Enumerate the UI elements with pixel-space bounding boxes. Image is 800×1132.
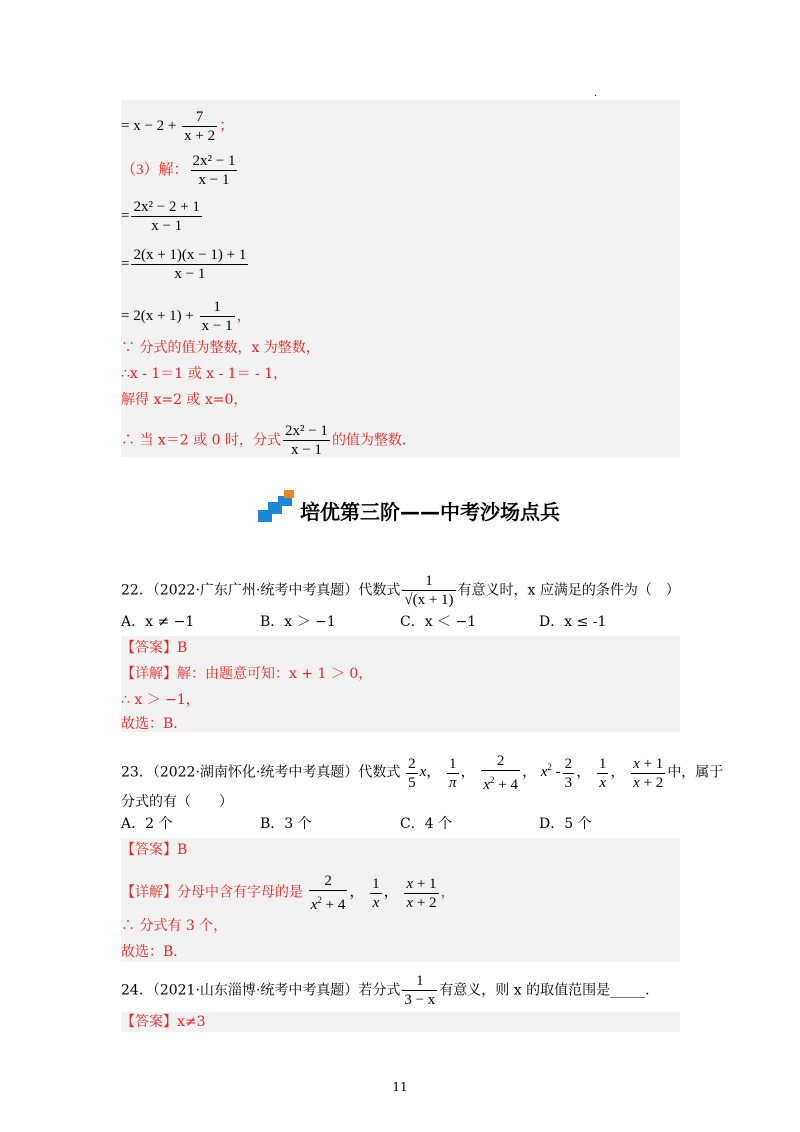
q23-choose: 故选：B． — [121, 944, 188, 960]
q23-answer: 【答案】B — [121, 842, 188, 858]
q23-option-a: A．2 个 — [121, 816, 173, 832]
q22-answer-shade — [121, 636, 680, 732]
q22-option-c: C．x ＜ −1 — [400, 614, 477, 630]
q22-option-b: B．x ＞ −1 — [260, 614, 336, 630]
q24-stem: 24．（2021·山东淄博·统考中考真题）若分式 $\frac{1}{3 - x}$ 有意义，则 x 的取值范围是_____． — [121, 973, 660, 1008]
q22-therefore: ∴ x ＞ −1， — [121, 692, 200, 708]
step3-line: = 2(x + 1) + $\frac{1}{x - 1}$ ， — [121, 299, 252, 334]
therefore-line: ∴x - 1＝1 或 x - 1＝ - 1， — [121, 366, 288, 382]
solve-line: 解得 x=2 或 x=0， — [121, 392, 248, 408]
prev-line1: = x − 2 + $\frac{7}{x + 2}$ ； — [121, 109, 235, 144]
part3-line: （3）解： $\frac{\text{2x² − 1}}{x - 1}$ — [121, 153, 236, 188]
q24-answer: 【答案】x≠3 — [121, 1014, 206, 1030]
q22-stem: 22．（2022·广东广州·统考中考真题）代数式 $\frac{1}{√(x + 1)}$ 有意义时，x 应满足的条件为（ ） — [121, 573, 680, 608]
q23-therefore: ∴ 分式有 3 个， — [121, 918, 228, 934]
q23-option-c: C．4 个 — [400, 816, 453, 832]
q22-detail: 【详解】解：由题意可知：x + 1 ＞ 0， — [121, 666, 373, 682]
header-mark: . — [594, 88, 598, 99]
q22-option-d: D．x ≤ -1 — [539, 614, 607, 630]
step1-line: = $\frac{\text{2x² − 2 + 1}}{x - 1}$ — [121, 199, 200, 234]
q22-option-a: A．x ≠ −1 — [121, 614, 195, 630]
page-number: 11 — [392, 1080, 408, 1094]
q23-option-b: B．3 个 — [260, 816, 312, 832]
stairs-icon — [258, 490, 298, 522]
q23-stem-line2: 分式的有（ ） — [121, 794, 233, 810]
q22-answer: 【答案】B — [121, 640, 188, 656]
section-title: 培优第三阶——中考沙场点兵 — [300, 500, 560, 524]
q23-detail: 【详解】分母中含有字母的是 $\frac{2}{x^2 + 4}$ ， $\frac{1}{x}$ ， $\frac{x + 1}{x + 2}$ ， — [121, 873, 455, 913]
q22-choose: 故选：B． — [121, 716, 188, 732]
because-line: ∵ 分式的值为整数，x 为整数， — [121, 340, 320, 356]
conclusion-line: ∴ 当 x＝2 或 0 时，分式 $\frac{\text{2x² − 1}}{x - 1}$ 的值为整数. — [121, 423, 407, 458]
q23-option-d: D．5 个 — [539, 816, 592, 832]
q23-stem: 23．（2022·湖南怀化·统考中考真题）代数式 $\frac{2}{5}$ x， $\frac{1}{\pi}$ ， $\frac{2}{x^2 + 4}$ ， $x^2$ - $\frac{2}{3}$ ， $\frac{1}{x}$ ， $\frac{x + 1}{x + 2}$ 中，属于 — [121, 753, 724, 793]
step2-line: = $\frac{2(x + 1)(x - 1) + 1}{x - 1}$ — [121, 247, 247, 282]
